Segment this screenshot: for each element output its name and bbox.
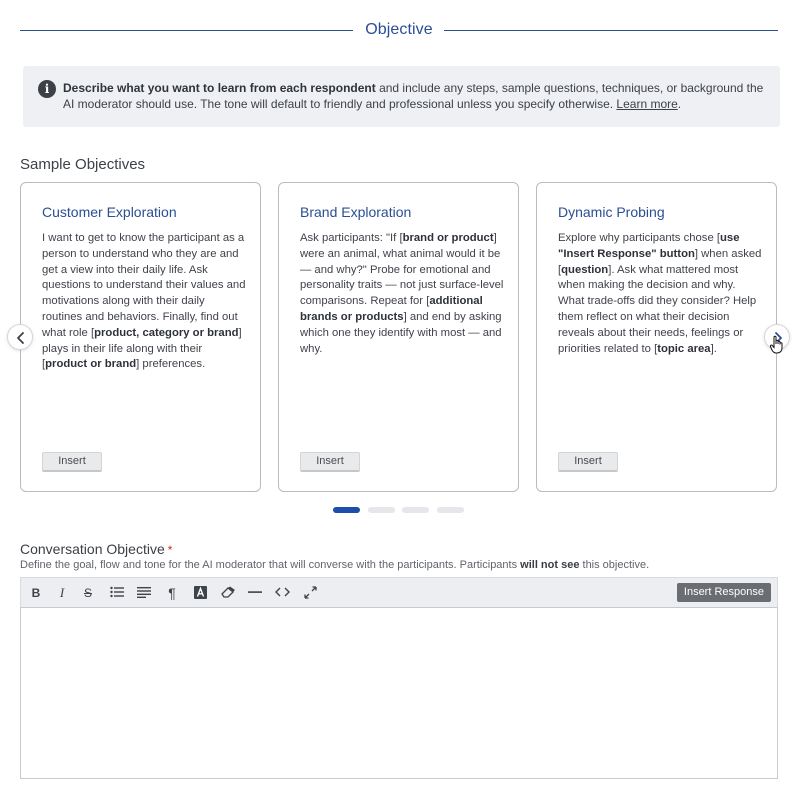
insert-button[interactable]: Insert — [300, 452, 360, 472]
insert-response-button[interactable]: Insert Response — [677, 583, 771, 602]
editor-toolbar — [20, 577, 778, 607]
strikethrough-icon[interactable]: S — [83, 586, 92, 600]
conversation-objective-label — [20, 541, 172, 557]
chevron-left-icon — [15, 331, 27, 345]
info-icon: i — [38, 80, 56, 98]
pagination-dot-4[interactable] — [437, 507, 464, 513]
text-color-icon[interactable] — [190, 584, 210, 602]
sample-card-customer-exploration — [20, 182, 261, 492]
pagination-dot-3[interactable] — [402, 507, 429, 513]
info-trail: . — [677, 97, 682, 111]
align-icon[interactable] — [134, 584, 154, 602]
learn-more-link[interactable]: Learn more — [616, 97, 678, 111]
bold-icon[interactable]: B — [31, 586, 41, 600]
code-icon[interactable] — [272, 584, 292, 602]
italic-icon[interactable]: I — [59, 585, 65, 600]
paragraph-icon[interactable]: ¶ — [168, 585, 176, 601]
fullscreen-icon[interactable] — [300, 584, 320, 602]
required-asterisk: * — [167, 543, 173, 557]
card-body: I want to get to know the participant as a person to understand who they are and get a view into their daily life. Ask questions to understand their values and motivations along with their daily routines and behaviors. Finally, find out what role [product, category or brand] plays in their life along with their [product or brand] preferences. — [42, 232, 246, 371]
card-body: Explore why participants chose [use "Insert Response" button] when asked [question]. Ask what mattered most when making the decision and why. What trade-offs did they consider? Help them reflect on what their decision reveals about their needs, feelings or priorities related to [topic area]. — [558, 232, 762, 355]
card-title: Customer Exploration — [42, 204, 177, 220]
divider-right — [444, 30, 778, 31]
eraser-icon[interactable] — [218, 584, 238, 602]
card-title: Dynamic Probing — [558, 204, 665, 220]
horizontal-rule-icon[interactable] — [245, 584, 265, 602]
conversation-objective-editor[interactable] — [20, 607, 778, 779]
hand-cursor-icon — [769, 335, 785, 355]
pagination-dot-2[interactable] — [368, 507, 395, 513]
insert-button[interactable]: Insert — [42, 452, 102, 472]
info-banner — [23, 66, 780, 127]
section-header — [20, 18, 778, 42]
info-body-text: and include any steps, sample questions, techniques, or background the AI moderator should use. The tone will default to friendly and professional unless you specify otherwise. — [63, 81, 764, 111]
carousel-prev-button[interactable] — [7, 324, 33, 350]
bullet-list-icon[interactable] — [107, 584, 127, 602]
info-bold-text: Describe what you want to learn from each respondent — [63, 81, 376, 95]
section-title: Objective — [365, 21, 433, 38]
pagination-dot-1[interactable] — [333, 507, 360, 513]
info-text — [63, 80, 768, 112]
card-title: Brand Exploration — [300, 204, 412, 220]
label-text: Conversation Objective — [20, 541, 165, 557]
conversation-objective-description: Define the goal, flow and tone for the AI moderator that will converse with the participants. Participants will not see this objective. — [20, 559, 650, 571]
sample-card-brand-exploration — [278, 182, 519, 492]
card-body: Ask participants: "If [brand or product] were an animal, what animal would it be — and why?" Probe for emotional and personality traits — not just surface-level comparisons. Repeat for [additional brands or products] and end by asking which one they identify with most — and why. — [300, 232, 504, 355]
insert-button[interactable]: Insert — [558, 452, 618, 472]
sample-card-dynamic-probing — [536, 182, 777, 492]
sample-objectives-heading: Sample Objectives — [20, 156, 146, 173]
